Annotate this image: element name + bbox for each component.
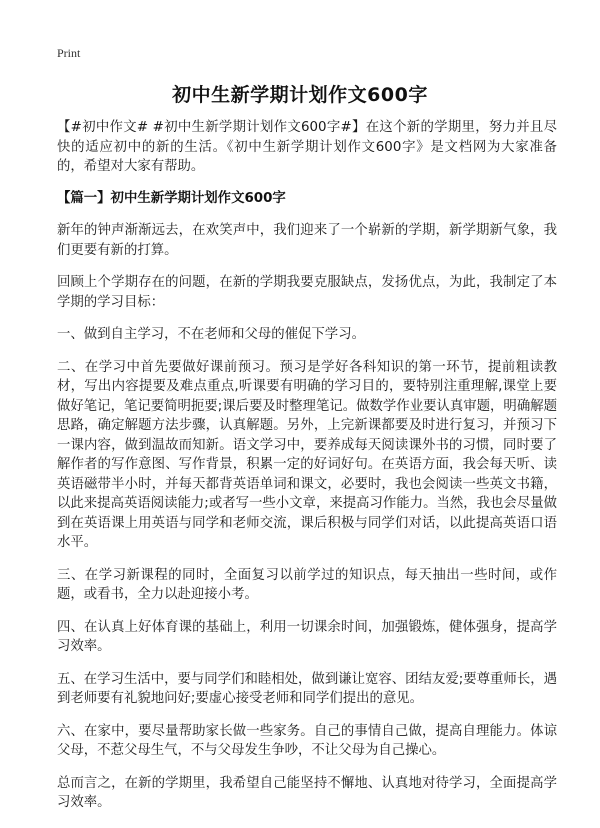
page-title: 初中生新学期计划作文600字 xyxy=(172,84,428,106)
section-heading: 【篇一】初中生新学期计划作文600字 xyxy=(57,190,286,206)
paragraph-6: 四、在认真上好体育课的基础上，利用一切课余时间，加强锻炼，健体强身，提高学习效率。 xyxy=(57,619,557,654)
paragraph-2: 回顾上个学期存在的问题，在新的学期我要克服缺点，发扬优点，为此，我制定了本学期的学习目标： xyxy=(57,275,557,310)
paragraph-8: 六、在家中，要尽量帮助家长做一些家务。自己的事情自己做，提高自理能力。体谅父母，不惹父母生气，不与父母发生争吵，不让父母为自己操心。 xyxy=(57,723,557,758)
print-link[interactable]: Print xyxy=(57,46,81,60)
paragraph-3: 一、做到自主学习，不在老师和父母的催促下学习。 xyxy=(57,327,365,342)
paragraph-1: 新年的钟声渐渐远去，在欢笑声中，我们迎来了一个崭新的学期，新学期新气象，我们更要有新的打算。 xyxy=(57,223,557,258)
paragraph-9: 总而言之，在新的学期里，我希望自己能坚持不懈地、认真地对待学习，全面提高学习效率。 xyxy=(57,775,557,810)
article-body xyxy=(57,118,557,826)
paragraph-4: 二、在学习中首先要做好课前预习。预习是学好各科知识的第一环节，提前粗读教材，写出内容提要及难点重点,听课要有明确的学习目的，要特别注重理解,课堂上要做好笔记，笔记要简明扼要;课后要及时整理笔记。做数学作业要认真审题，明确解题思路，确定解题方法步骤，认真解题。另外，上完新课都要及时进行复习，并预习下一课内容，做到温故而知新。语文学习中，要养成每天阅读课外书的习惯，同时要了解作者的写作意图、写作背景，积累一定的好词好句。在英语方面，我会每天听、读英语磁带半小时，并每天都背英语单词和课文，必要时，我也会阅读一些英文书籍，以此来提高英语阅读能力;或者写一些小文章，来提高习作能力。当然，我也会尽量做到在英语课上用英语与同学和老师交流，课后积极与同学们对话，以此提高英语口语水平。 xyxy=(57,359,557,550)
intro-paragraph: 【#初中作文# #初中生新学期计划作文600字#】在这个新的学期里，努力并且尽快的适应初中的新的生活。《初中生新学期计划作文600字》是文档网为大家准备的，希望对大家有帮助。 xyxy=(57,120,557,174)
paragraph-5: 三、在学习新课程的同时，全面复习以前学过的知识点，每天抽出一些时间，或作题，或看书，全力以赴迎接小考。 xyxy=(57,567,557,602)
paragraph-7: 五、在学习生活中，要与同学们和睦相处，做到谦让宽容、团结友爱;要尊重师长，遇到老师要有礼貌地问好;要虚心接受老师和同学们提出的意见。 xyxy=(57,671,557,706)
